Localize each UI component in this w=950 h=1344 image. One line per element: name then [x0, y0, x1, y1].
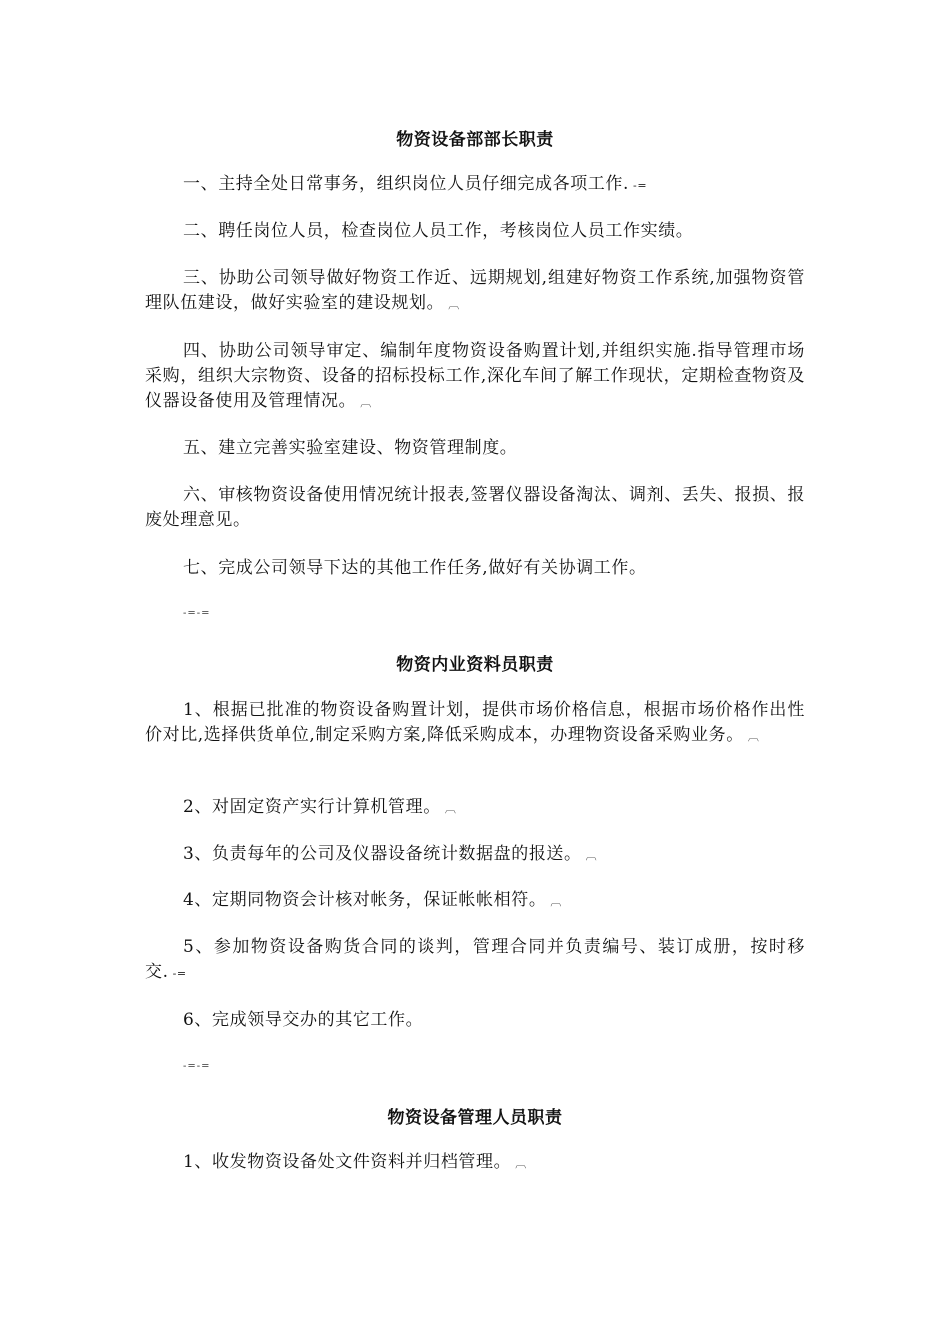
paragraph-text: 一、主持全处日常事务，组织岗位人员仔细完成各项工作.: [183, 174, 630, 194]
section-title: 物资设备部部长职责: [396, 130, 554, 150]
paragraph: [145, 842, 805, 868]
paragraph: [145, 935, 805, 986]
end-mark: ︹: [360, 396, 372, 409]
paragraph-text: 3、负责每年的公司及仪器设备统计数据盘的报送。: [183, 844, 582, 864]
section-separator: -=-=: [183, 608, 211, 619]
paragraph: [145, 483, 805, 533]
paragraph-text: 三、协助公司领导做好物资工作近、远期规划,组建好物资工作系统,加强物资管理队伍建设，做好实验室的建设规划。: [145, 268, 805, 313]
paragraph-text: 6、完成领导交办的其它工作。: [183, 1010, 424, 1030]
section-title: 物资设备管理人员职责: [387, 1108, 563, 1128]
paragraph-text: 六、审核物资设备使用情况统计报表,签署仪器设备淘汰、调剂、丢失、报损、报废处理意见。: [145, 485, 806, 530]
end-mark: ︹: [585, 849, 598, 862]
section-separator: -=-=: [183, 1061, 211, 1072]
end-mark: ︹: [444, 802, 457, 815]
end-mark: -=: [172, 967, 187, 980]
end-mark: ︹: [550, 895, 563, 908]
paragraph: [145, 888, 805, 914]
paragraph-text: 2、对固定资产实行计算机管理。: [183, 797, 441, 817]
paragraph-text: 五、建立完善实验室建设、物资管理制度。: [183, 438, 518, 458]
paragraph-text: 二、聘任岗位人员，检查岗位人员工作，考核岗位人员工作实绩。: [183, 221, 694, 241]
paragraph: [145, 1150, 805, 1176]
paragraph-text: 四、协助公司领导审定、编制年度物资设备购置计划,并组织实施.指导管理市场采购，组织大宗物资、设备的招标投标工作,深化车间了解工作现状，定期检查物资及仪器设备使用及管理情况。: [145, 341, 805, 411]
end-mark: ︹: [515, 1157, 527, 1170]
paragraph: [145, 795, 805, 821]
paragraph-text: 5、参加物资设备购货合同的谈判，管理合同并负责编号、装订成册，按时移交.: [145, 937, 805, 982]
paragraph-text: 七、完成公司领导下达的其他工作任务,做好有关协调工作。: [183, 558, 647, 578]
section-title: 物资内业资料员职责: [396, 655, 554, 675]
paragraph: [145, 556, 805, 581]
paragraph-text: 1、根据已批准的物资设备购置计划，提供市场价格信息，根据市场价格作出性价对比,选择供货单位,制定采购方案,降低采购成本，办理物资设备采购业务。: [145, 700, 805, 745]
end-mark: ︹: [448, 298, 460, 311]
end-mark: ︹: [747, 730, 760, 743]
paragraph: [145, 219, 805, 244]
paragraph: [145, 1008, 805, 1033]
paragraph: [145, 698, 805, 749]
paragraph: [145, 172, 805, 198]
paragraph: [145, 436, 805, 461]
paragraph: [145, 339, 805, 415]
paragraph: [145, 266, 805, 317]
paragraph-text: 1、收发物资设备处文件资料并归档管理。: [183, 1152, 512, 1172]
paragraph-text: 4、定期同物资会计核对帐务，保证帐帐相符。: [183, 890, 547, 910]
end-mark: -=: [633, 179, 648, 192]
